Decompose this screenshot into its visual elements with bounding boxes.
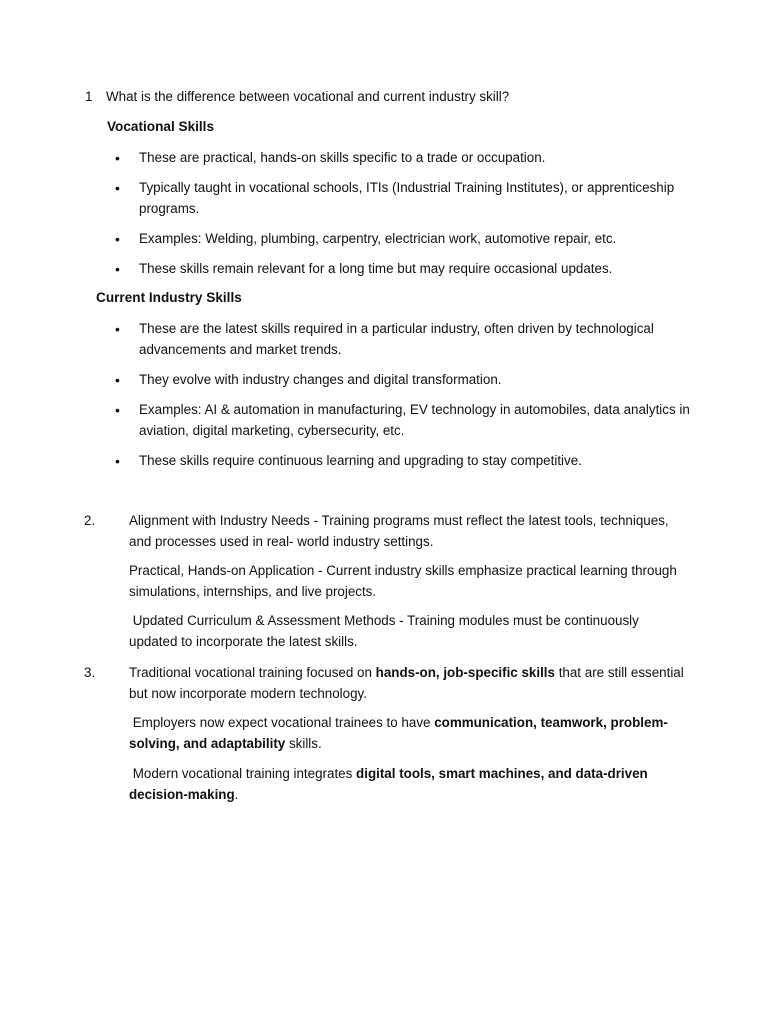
list-item-text: These are the latest skills required in a particular industry, often driven by technological advancements and market trends. <box>139 321 654 357</box>
question-3-paragraph <box>129 663 689 704</box>
bullet-icon: • <box>115 402 120 418</box>
question-3-paragraph <box>129 764 689 805</box>
question-2-number: 2. <box>84 513 96 528</box>
bullet-icon: • <box>115 150 120 166</box>
question-1-number: 1 <box>85 89 93 104</box>
emphasis-text: digital tools, smart machines, and data-driven decision-making <box>129 766 652 802</box>
list-item <box>115 319 699 360</box>
paragraph-text: Traditional vocational training focused on <box>129 665 376 680</box>
list-item <box>115 178 699 219</box>
paragraph-text: that are still essential but now incorporate modern technology. <box>129 665 684 701</box>
bullet-icon: • <box>115 231 120 247</box>
vocational-skills-heading: Vocational Skills <box>107 119 215 134</box>
list-item <box>115 259 699 280</box>
list-item <box>115 229 699 250</box>
question-3-number: 3. <box>84 665 96 680</box>
paragraph-text: skills. <box>285 735 322 751</box>
list-item <box>115 370 699 391</box>
current-industry-skills-heading: Current Industry Skills <box>96 290 242 305</box>
list-item-text: Examples: Welding, plumbing, carpentry, electrician work, automotive repair, etc. <box>139 231 617 246</box>
paragraph-text: Modern vocational training integrates <box>129 766 357 781</box>
question-2-paragraph: Practical, Hands-on Application - Current industry skills emphasize practical learning through simulations, internships, and live projects. <box>129 563 677 599</box>
paragraph-text: . <box>234 786 239 802</box>
list-item <box>115 451 699 472</box>
emphasis-text: hands-on, job-specific skills <box>375 665 555 680</box>
list-item-text: These are practical, hands-on skills specific to a trade or occupation. <box>139 150 546 165</box>
emphasis-text: communication, teamwork, problem-solving, and adaptability <box>129 715 668 751</box>
list-item <box>115 148 699 169</box>
question-2-paragraph: Updated Curriculum & Assessment Methods - Training modules must be continuously updated to incorporate the latest skills. <box>129 613 643 649</box>
list-item-text: They evolve with industry changes and digital transformation. <box>139 372 502 387</box>
question-1-text: What is the difference between vocational and current industry skill? <box>106 89 510 104</box>
list-item-text: Typically taught in vocational schools, ITIs (Industrial Training Institutes), or apprenticeship programs. <box>139 180 675 216</box>
question-3-paragraph <box>129 713 689 754</box>
paragraph-text: Employers now expect vocational trainees to have <box>129 715 435 730</box>
list-item-text: Examples: AI & automation in manufacturing, EV technology in automobiles, data analytics in aviation, digital marketing, cybersecurity, etc. <box>139 402 690 438</box>
list-item-text: These skills remain relevant for a long time but may require occasional updates. <box>139 261 613 276</box>
question-2-paragraph: Alignment with Industry Needs - Training programs must reflect the latest tools, techniques, and processes used in real- world industry settings. <box>129 513 669 549</box>
list-item-text: These skills require continuous learning and upgrading to stay competitive. <box>139 453 582 468</box>
bullet-icon: • <box>115 372 120 388</box>
bullet-icon: • <box>115 321 120 337</box>
list-item <box>115 400 699 441</box>
bullet-icon: • <box>115 453 120 469</box>
bullet-icon: • <box>115 180 120 196</box>
bullet-icon: • <box>115 261 120 277</box>
